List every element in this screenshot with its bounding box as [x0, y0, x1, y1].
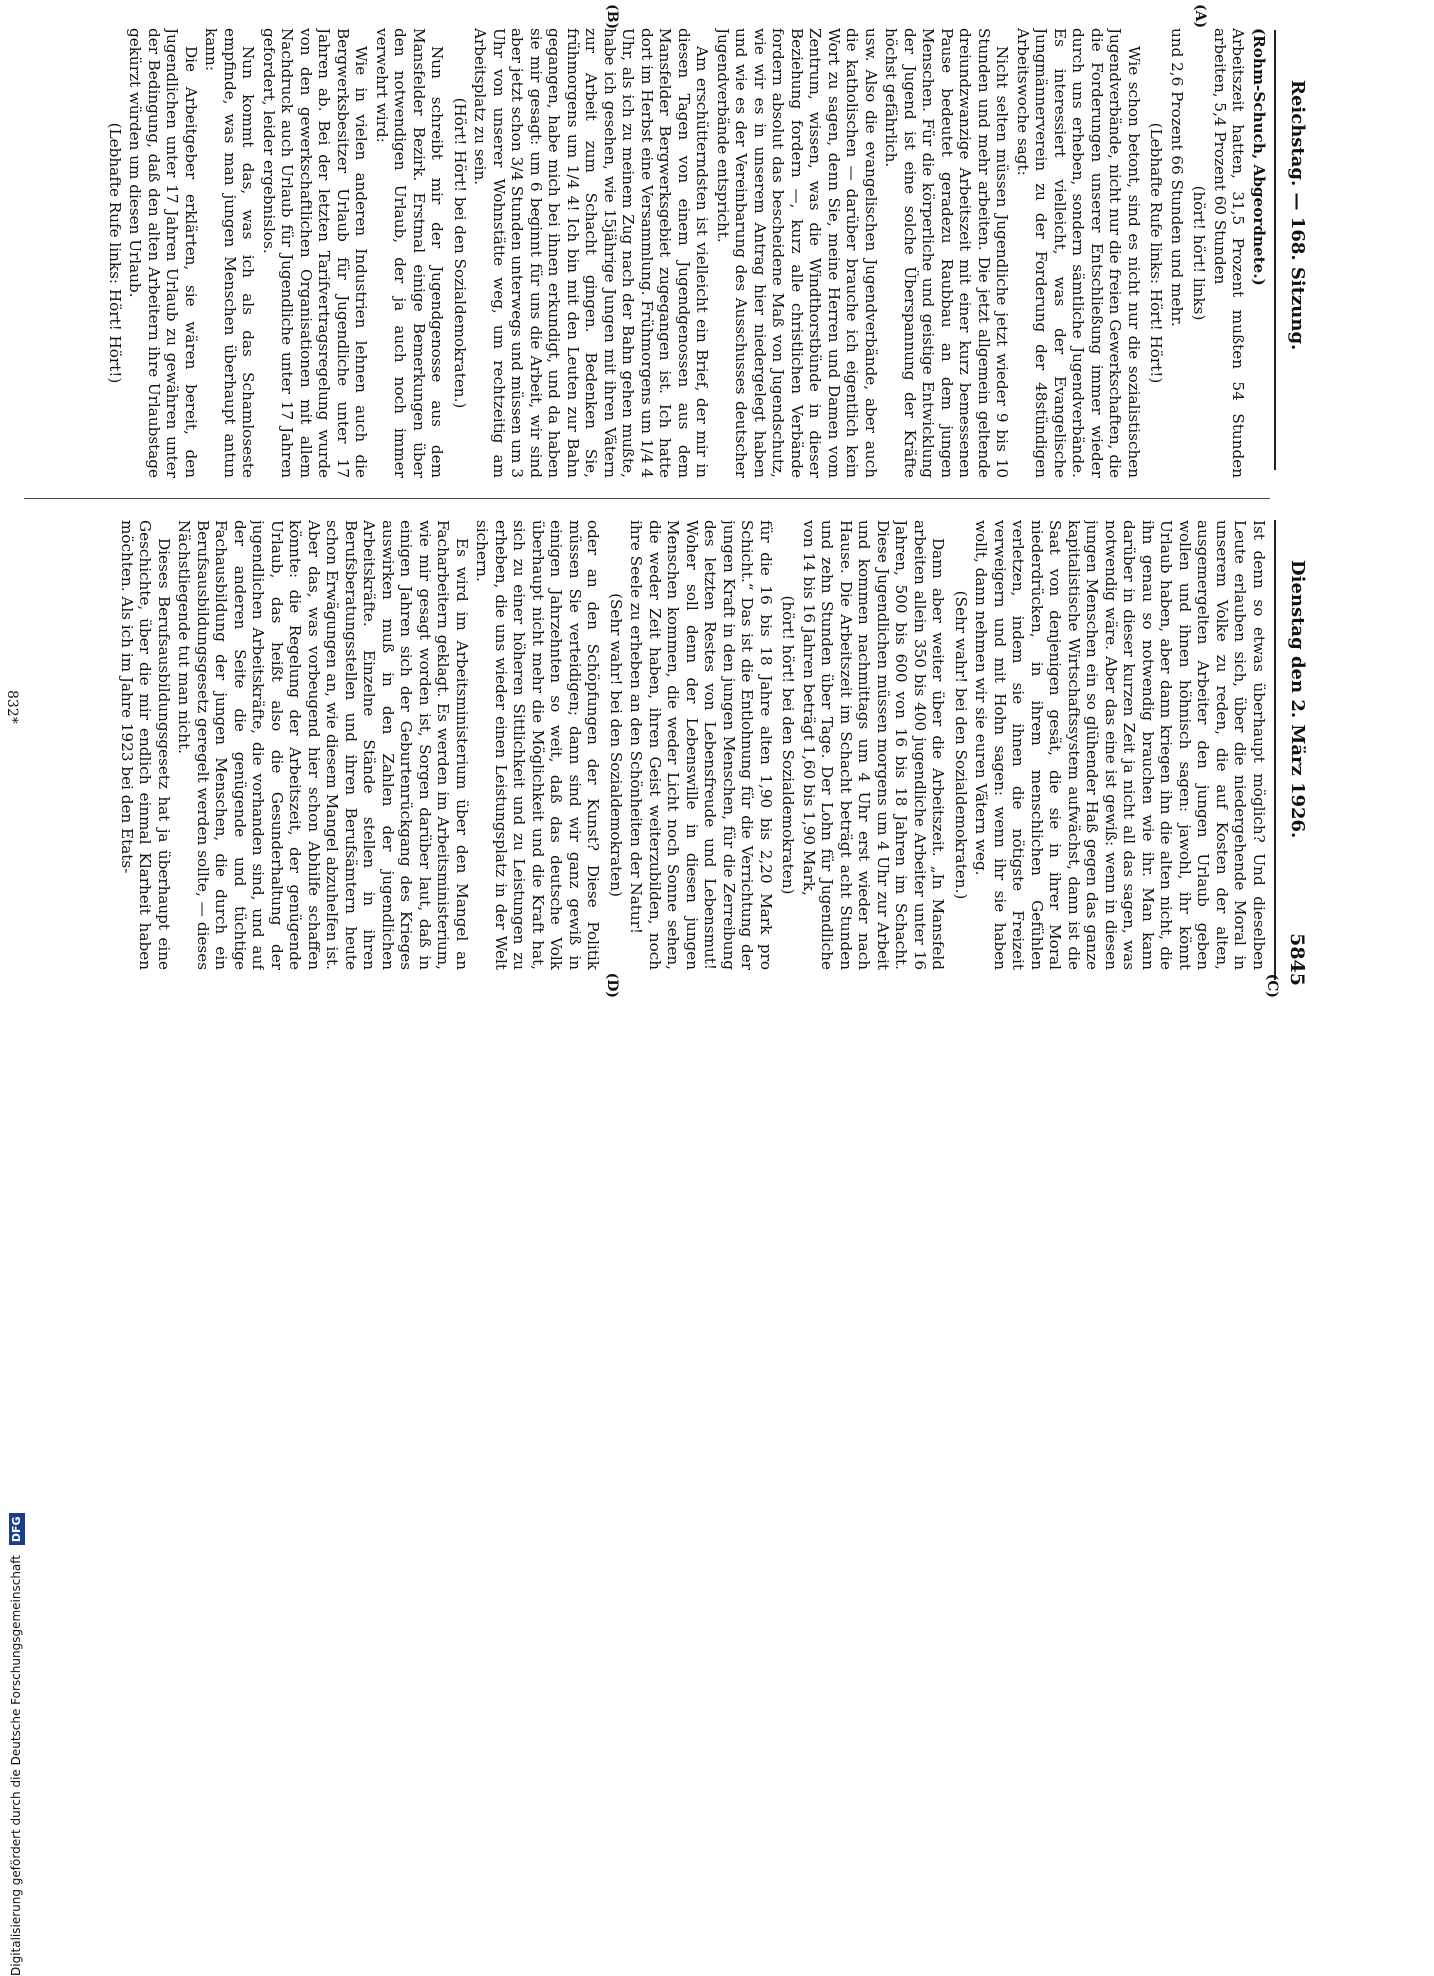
- margin-mark-c: (C): [1264, 973, 1280, 998]
- column-divider: [24, 498, 1270, 499]
- margin-mark-b: (B): [604, 4, 620, 30]
- interjection: (Sehr wahr! bei den Sozialdemokraten.): [952, 590, 970, 900]
- footer-credit: Digitalisierung gefördert durch die Deutsche Forschungsgemeinschaft: [9, 1554, 23, 1976]
- quote-paragraph: Die Arbeitgeber erklärten, sie wären bereit, den Jugendlichen unter 17 Jahren Urlaub zu gewähren unter der Bedingung, daß den alten Arbeitern ihre Urlaubstage gekürzt würden um diesen Urlaub.: [126, 28, 200, 478]
- margin-mark-d: (D): [604, 972, 620, 998]
- paragraph: Arbeitszeit hatten, 31,5 Prozent mußten 54 Stunden arbeiten, 5,4 Prozent 60 Stunden: [1211, 28, 1248, 478]
- signature-mark: 832*: [4, 690, 20, 724]
- margin-mark-a: (A): [1192, 4, 1208, 29]
- interjection: (Hört! Hört! bei den Sozialdemokraten.): [451, 97, 469, 409]
- header-right-title: Dienstag den 2. März 1926.: [1287, 560, 1308, 839]
- paragraph: Am erschütterndsten ist vielleicht ein Brief, der mir in diesen Tagen von einem Jugendgenossen aus dem Mansfelder Bergwerksgebiet zugegangen ist. Ich hatte dort im Herbst eine Versammlung. Frühmorgens um 1/4 4 Uhr, als ich zu meinem Zug nach der Bahn gehen mußte, habe ich gesehen, wie 15jährige Jungen mit ihren Vätern zur Arbeit zum Schacht gingen. Bedenken Sie, frühmorgens um 1/4 4! Ich bin mit den Leuten zur Bahn gegangen, habe mich bei ihnen erkundigt, und da haben sie mir gesagt: um 6 beginnt für uns die Arbeit, wir sind aber jetzt schon 3/4 Stunden unterwegs und müssen um 3 Uhr von unserer Wohnstätte weg, um rechtzeitig am Arbeitsplatz zu sein.: [471, 28, 712, 478]
- header-rule-right: [1274, 520, 1276, 980]
- right-column: [40, 520, 1268, 970]
- interjection: (Lebhafte Rufe links: Hört! Hört!): [106, 122, 124, 384]
- paragraph: und 2,6 Prozent 66 Stunden und mehr.: [1168, 28, 1186, 327]
- quote-paragraph: Nicht selten müssen Jugendliche jetzt wieder 9 bis 10 Stunden und mehr arbeiten. Die jetzt allgemein geltende dreiundzwanzige Arbeitszeit mit einer kurz bemessenen Pause bedeutet geradezu Raubbau an dem jungen Menschen. Für die körperliche und geistige Entwicklung der Jugend ist eine solche Überspannung der Kräfte höchst gefährlich.: [882, 28, 1012, 478]
- paragraph: Nun kommt das, was ich als das Schamloseste empfinde, was man jungen Menschen überhaupt antun kann:: [202, 28, 258, 478]
- header-left-title: Reichstag. — 168. Sitzung.: [1287, 80, 1308, 351]
- paragraph: usw. Also die evangelischen Jugendverbände, aber auch die katholischen — darüber brauche ich eigentlich kein Wort zu sagen, denn Sie, meine Herren und Damen vom Zentrum, wissen, was die Windthorstbünde in dieser Beziehung fordern —, kurz alle christlichen Verbände fordern absolut das bescheidene Maß von Jugendschutz, wie wir es in unserem Antrag hier niedergelegt haben und wie es der Vereinbarung des Ausschusses deutscher Jugendverbände entspricht.: [714, 28, 880, 478]
- paragraph: Es wird im Arbeitsministerium über den Mangel an Facharbeitern geklagt. Es werden im Arbeitsministerium, wie mir gesagt worden ist, Sorgen darüber laut, daß in einigen Jahren sich der Geburtenrückgang des Krieges auswirken muß in den Zahlen der jugendlichen Arbeitskräfte. Einzelne Stände stellen in ihren Berufsberatungsstellen und ihren Berufsämtern heute schon Erwägungen an, wie diesem Mangel abzuhelfen ist. Aber das, was vorbeugend hier schon Abhilfe schaffen könnte: die Regelung der Arbeitszeit, der genügende Urlaub, das heißt also die Gesunderhaltung der jugendlichen Arbeitskräfte, die vorhanden sind, und auf der anderen Seite die genügende und tüchtige Fachausbildung der jungen Menschen, die durch ein Berufsausbildungsgesetz geregelt werden sollte, — dieses Nächstliegende tut man nicht.: [175, 520, 471, 970]
- left-column: [40, 28, 1268, 478]
- paragraph: für die 16 bis 18 Jahre alten 1,90 bis 2,20 Mark pro Schicht.“ Das ist die Entlohnung für die Verrichtung der jungen Kraft in den jungen Menschen, für die Zerreibung des letzten Restes von Lebensfreude und Lebensmut! Woher soll denn der Lebenswille in diesen jungen Menschen kommen, die weder Licht noch Sonne sehen, die weder Zeit haben, ihren Geist weiterzubilden, noch ihre Seele zu erheben an den Schönheiten der Natur!: [627, 520, 775, 970]
- footer: [0, 0, 30, 1976]
- quote-paragraph: Wie in vielen anderen Industrien lehnen auch die Bergwerksbesitzer Urlaub für Jugendliche unter 17 Jahren ab. Bei der letzten Tarifvertragsregelung wurde von den gewerkschaftlichen Organisationen mit allem Nachdruck auch Urlaub für Jugendliche unter 17 Jahren gefordert, leider ergebnislos.: [260, 28, 371, 478]
- page-number: 5845: [1286, 933, 1308, 986]
- paragraph: Wie schon betont, sind es nicht nur die sozialistischen Jugendverbände, nicht nur die freien Gewerkschaften, die die Forderungen unserer Entschließung immer wieder durch uns erheben, sondern sämtliche Jugendverbände. Es interessiert vielleicht, was der Evangelische Jungmännerverein zu der Forderung der 48stündigen Arbeitswoche sagt:: [1014, 28, 1143, 478]
- header-rule-left: [1274, 30, 1276, 470]
- interjection: (hört! hört! links): [1190, 185, 1209, 321]
- page-header: [1276, 0, 1316, 1000]
- paragraph: oder an den Schöpfungen der Kunst? Diese Politik müssen Sie verteidigen; dann sind wir ganz gewiß in einigen Jahrzehnten so weit, daß das deutsche Volk überhaupt nicht mehr die Möglichkeit und die Kraft hat, sich zu einer höheren Sittlichkeit und zu Leistungen zu erheben, die uns wieder einen Leistungsplatz in der Welt sichern.: [473, 520, 603, 970]
- rotated-page: [0, 0, 1320, 1000]
- interjection: (hört! hört! bei den Sozialdemokraten): [779, 595, 798, 895]
- interjection: (Lebhafte Rufe links: Hört! Hört!): [1147, 122, 1166, 384]
- paragraph: Dieses Berufsausbildungsgesetz hat ja überhaupt eine Geschichte, über die mir endlich einmal Klarheit haben möchten. Als ich im Jahre 1923 bei den Etats-: [118, 520, 173, 970]
- dfg-logo: DFG: [9, 1513, 25, 1545]
- interjection: (Sehr wahr! bei den Sozialdemokraten): [607, 593, 625, 897]
- paragraph: Dann aber weiter über die Arbeitszeit. „In Mansfeld arbeiten allein 350 bis 400 jugendliche Arbeiter unter 16 Jahren, 500 bis 600 von 16 bis 18 Jahren im Schacht. Diese Jugendlichen müssen morgens um 4 Uhr zur Arbeit und kommen nachmittags um 4 Uhr erst wieder nach Hause. Die Arbeitszeit im Schacht beträgt acht Stunden und zehn Stunden über Tage. Der Lohn für Jugendliche von 14 bis 16 Jahren beträgt 1,60 bis 1,90 Mark,: [800, 520, 948, 970]
- paragraph: Ist denn so etwas überhaupt möglich? Und dieselben Leute erlauben sich, über die niedergehende Moral in unserem Volke zu reden, die auf Kosten der alten, ausgemergelten Arbeiter den jungen Urlaub geben wollen und ihnen höhnisch sagen: jawohl, ihr könnt Urlaub haben, aber dann kriegen ihn die alten nicht, die ihn genau so notwendig brauchen wie ihr. Man kann darüber in dieser kurzen Zeit ja nicht all das sagen, was notwendig wäre. Aber das eine ist gewiß: wenn in diesen jungen Menschen ein so glühender Haß gegen das ganze kapitalistische Wirtschaftssystem aufwächst, dann ist die Saat von denjenigen gesät, die sie in ihrer Moral niederdrücken, in ihrem menschlichen Gefühlen verletzen, indem sie ihnen die nötigste Freizeit verweigern und mit Hohn sagen: wenn ihr sie haben wollt, dann nehmen wir sie euren Vätern weg.: [972, 520, 1268, 970]
- paragraph: (Rohm-Schuch, Abgeordnete.): [1250, 28, 1268, 286]
- paragraph: Nun schreibt mir der Jugendgenosse aus dem Mansfelder Bezirk. Erstmal einige Bemerkungen über den notwendigen Urlaub, der ja auch noch immer verwehrt wird:: [373, 28, 447, 478]
